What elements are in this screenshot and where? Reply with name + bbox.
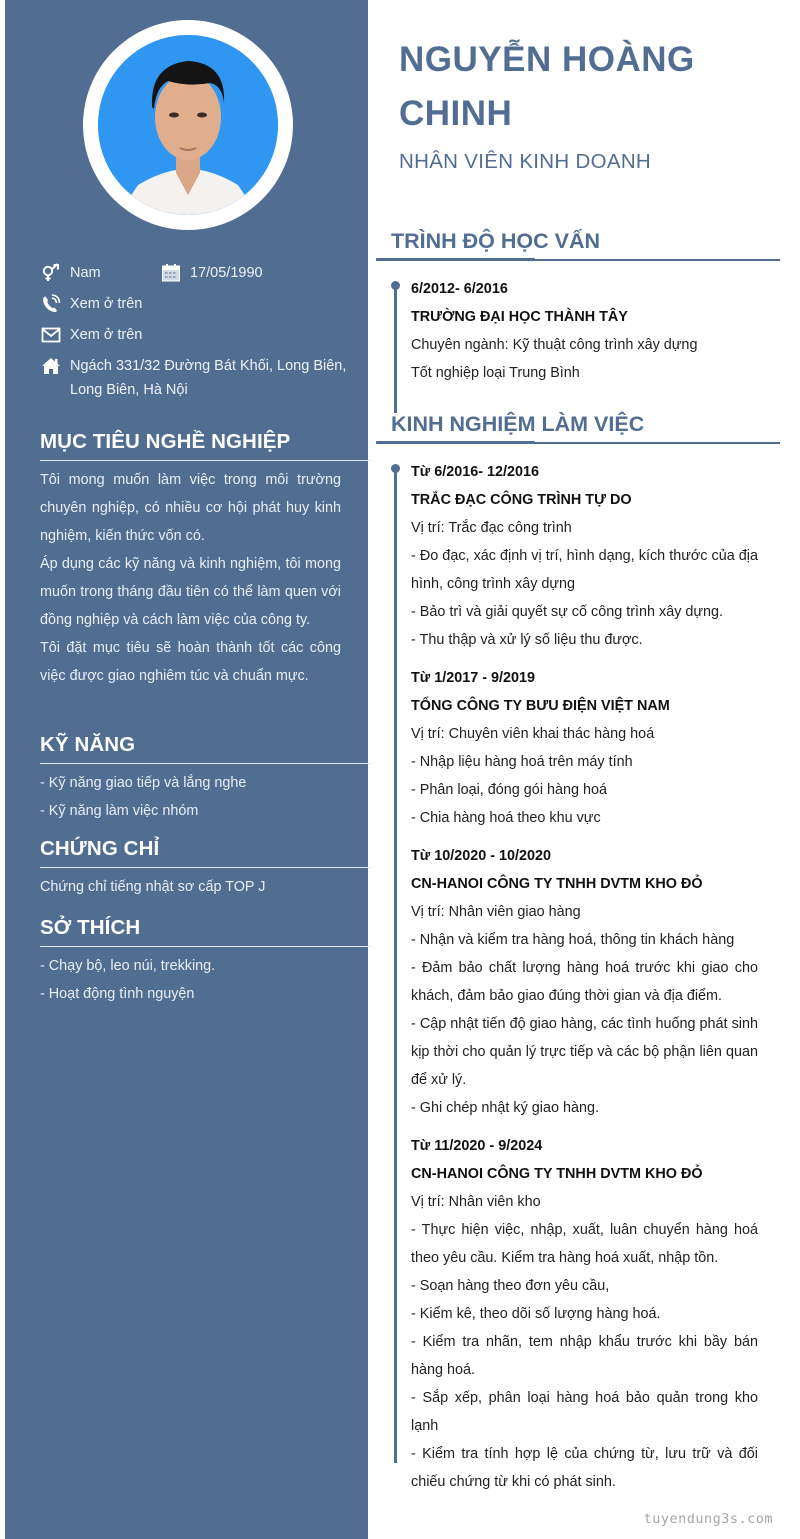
objective-paragraph: Áp dụng các kỹ năng và kinh nghiệm, tôi mong muốn trong tháng đầu tiên có thể làm quen với đồng nghiệp và cách làm việc của công ty. [40, 556, 341, 628]
certificate-item: Chứng chỉ tiếng nhật sơ cấp TOP J [40, 879, 266, 895]
entry-organization: TRẮC ĐẠC CÔNG TRÌNH TỰ DO [411, 492, 632, 508]
entry-line: - Bảo trì và giải quyết sự cố công trình xây dựng. [411, 604, 724, 620]
address-row [40, 356, 355, 402]
experience-entry [394, 458, 784, 654]
experience-heading-text: KINH NGHIỆM LÀM VIỆC [391, 412, 645, 436]
skills-list [40, 764, 373, 825]
skills-section [40, 733, 373, 825]
hobbies-heading: SỞ THÍCH [40, 916, 373, 947]
entry-line: - Nhập liệu hàng hoá trên máy tính [411, 754, 633, 770]
contact-info [5, 0, 368, 420]
entry-line: - Nhận và kiểm tra hàng hoá, thông tin khách hàng [411, 932, 735, 948]
entry-line: - Thực hiện việc, nhập, xuất, luân chuyển hàng hoá theo yêu cầu. Kiểm tra hàng hoá xuất, nhập tồn. [411, 1222, 758, 1266]
objective-paragraph: Tôi đặt mục tiêu sẽ hoàn thành tốt các công việc được giao nghiêm túc và chuẩn mực. [40, 640, 341, 684]
gender-value: Nam [70, 265, 101, 281]
sidebar [5, 0, 368, 1539]
entry-period: Từ 6/2016- 12/2016 [411, 464, 540, 480]
hobbies-section [40, 916, 373, 1008]
entry-line: - Ghi chép nhật ký giao hàng. [411, 1100, 599, 1116]
entry-period: 6/2012- 6/2016 [411, 281, 508, 297]
phone-icon [40, 294, 62, 314]
entry-organization: CN-HANOI CÔNG TY TNHH DVTM KHO ĐỎ [411, 1166, 703, 1182]
home-icon [40, 356, 62, 376]
objective-heading: MỤC TIÊU NGHỀ NGHIỆP [40, 430, 373, 461]
entry-organization: TRƯỜNG ĐẠI HỌC THÀNH TÂY [411, 309, 628, 325]
entry-line: Vị trí: Nhân viên kho [411, 1194, 541, 1210]
calendar-icon [160, 263, 182, 283]
phone-value: Xem ở trên [70, 296, 143, 312]
education-heading [376, 229, 780, 261]
skills-heading: KỸ NĂNG [40, 733, 373, 764]
entry-organization: CN-HANOI CÔNG TY TNHH DVTM KHO ĐỎ [411, 876, 703, 892]
entry-period: Từ 1/2017 - 9/2019 [411, 670, 536, 686]
education-heading-text: TRÌNH ĐỘ HỌC VẤN [391, 229, 601, 253]
skill-item: - Kỹ năng làm việc nhóm [40, 803, 199, 819]
entry-line: - Sắp xếp, phân loại hàng hoá bảo quản trong kho lạnh [411, 1390, 758, 1434]
experience-timeline [394, 458, 784, 1496]
birthday-row [160, 263, 263, 285]
hobbies-list [40, 947, 373, 1008]
gender-row [40, 263, 101, 285]
objective-paragraph: Tôi mong muốn làm việc trong môi trường chuyên nghiệp, có nhiều cơ hội phát huy kinh nghiệm, kiến thức vốn có. [40, 472, 341, 544]
email-row [40, 325, 142, 347]
entry-line: - Kiểm tra tính hợp lệ của chứng từ, lưu trữ và đối chiếu chứng từ khi có phát sinh. [411, 1446, 758, 1490]
education-timeline [394, 275, 784, 387]
entry-line: - Kiểm kê, theo dõi số lượng hàng hoá. [411, 1306, 661, 1322]
entry-line: Chuyên ngành: Kỹ thuật công trình xây dựng [411, 337, 698, 353]
entry-line: Vị trí: Chuyên viên khai thác hàng hoá [411, 726, 655, 742]
skill-item: - Kỹ năng giao tiếp và lắng nghe [40, 775, 247, 791]
certificates-list [40, 868, 373, 901]
name-line-1: NGUYỄN HOÀNG [399, 40, 695, 79]
education-entry [394, 275, 784, 387]
entry-line: - Thu thập và xử lý số liệu thu được. [411, 632, 643, 648]
hobby-item: - Chạy bộ, leo núi, trekking. [40, 958, 216, 974]
watermark: tuyendung3s.com [643, 1511, 773, 1527]
gender-icon [40, 263, 62, 283]
entry-organization: TỔNG CÔNG TY BƯU ĐIỆN VIỆT NAM [411, 698, 670, 714]
certificates-heading: CHỨNG CHỈ [40, 837, 373, 868]
entry-line: Tốt nghiệp loại Trung Bình [411, 365, 580, 381]
job-title: NHÂN VIÊN KINH DOANH [399, 150, 652, 173]
email-icon [40, 325, 62, 345]
experience-heading [376, 412, 780, 444]
entry-line: Vị trí: Nhân viên giao hàng [411, 904, 581, 920]
entry-line: - Đảm bảo chất lượng hàng hoá trước khi giao cho khách, đảm bảo giao đúng thời gian và địa điểm. [411, 960, 758, 1004]
phone-row [40, 294, 142, 316]
entry-line: - Đo đạc, xác định vị trí, hình dạng, kích thước của địa hình, công trình xây dựng [411, 548, 758, 592]
experience-entry [394, 842, 784, 1122]
entry-period: Từ 10/2020 - 10/2020 [411, 848, 552, 864]
objective-body [40, 461, 373, 690]
entry-line: Vị trí: Trắc đạc công trình [411, 520, 572, 536]
entry-line: - Cập nhật tiến độ giao hàng, các tình huống phát sinh kịp thời cho quản lý trực tiếp và các bộ phận liên quan để xử lý. [411, 1016, 758, 1088]
email-value: Xem ở trên [70, 327, 143, 343]
birthday-value: 17/05/1990 [190, 265, 263, 281]
experience-entry [394, 664, 784, 832]
certificates-section [40, 837, 373, 901]
heading-rule [376, 441, 780, 444]
entry-line: - Kiểm tra nhãn, tem nhập khẩu trước khi bầy bán hàng hoá. [411, 1334, 758, 1378]
entry-period: Từ 11/2020 - 9/2024 [411, 1138, 543, 1154]
main-content [368, 0, 800, 1539]
entry-line: - Chia hàng hoá theo khu vực [411, 810, 601, 826]
candidate-name [399, 33, 695, 141]
objective-section [40, 430, 373, 690]
entry-line: - Soạn hàng theo đơn yêu cầu, [411, 1278, 610, 1294]
address-value: Ngách 331/32 Đường Bát Khối, Long Biên, Long Biên, Hà Nội [70, 358, 347, 398]
hobby-item: - Hoạt động tình nguyện [40, 986, 195, 1002]
entry-line: - Phân loại, đóng gói hàng hoá [411, 782, 608, 798]
experience-entry [394, 1132, 784, 1496]
heading-rule [376, 258, 780, 261]
name-line-2: CHINH [399, 94, 513, 133]
